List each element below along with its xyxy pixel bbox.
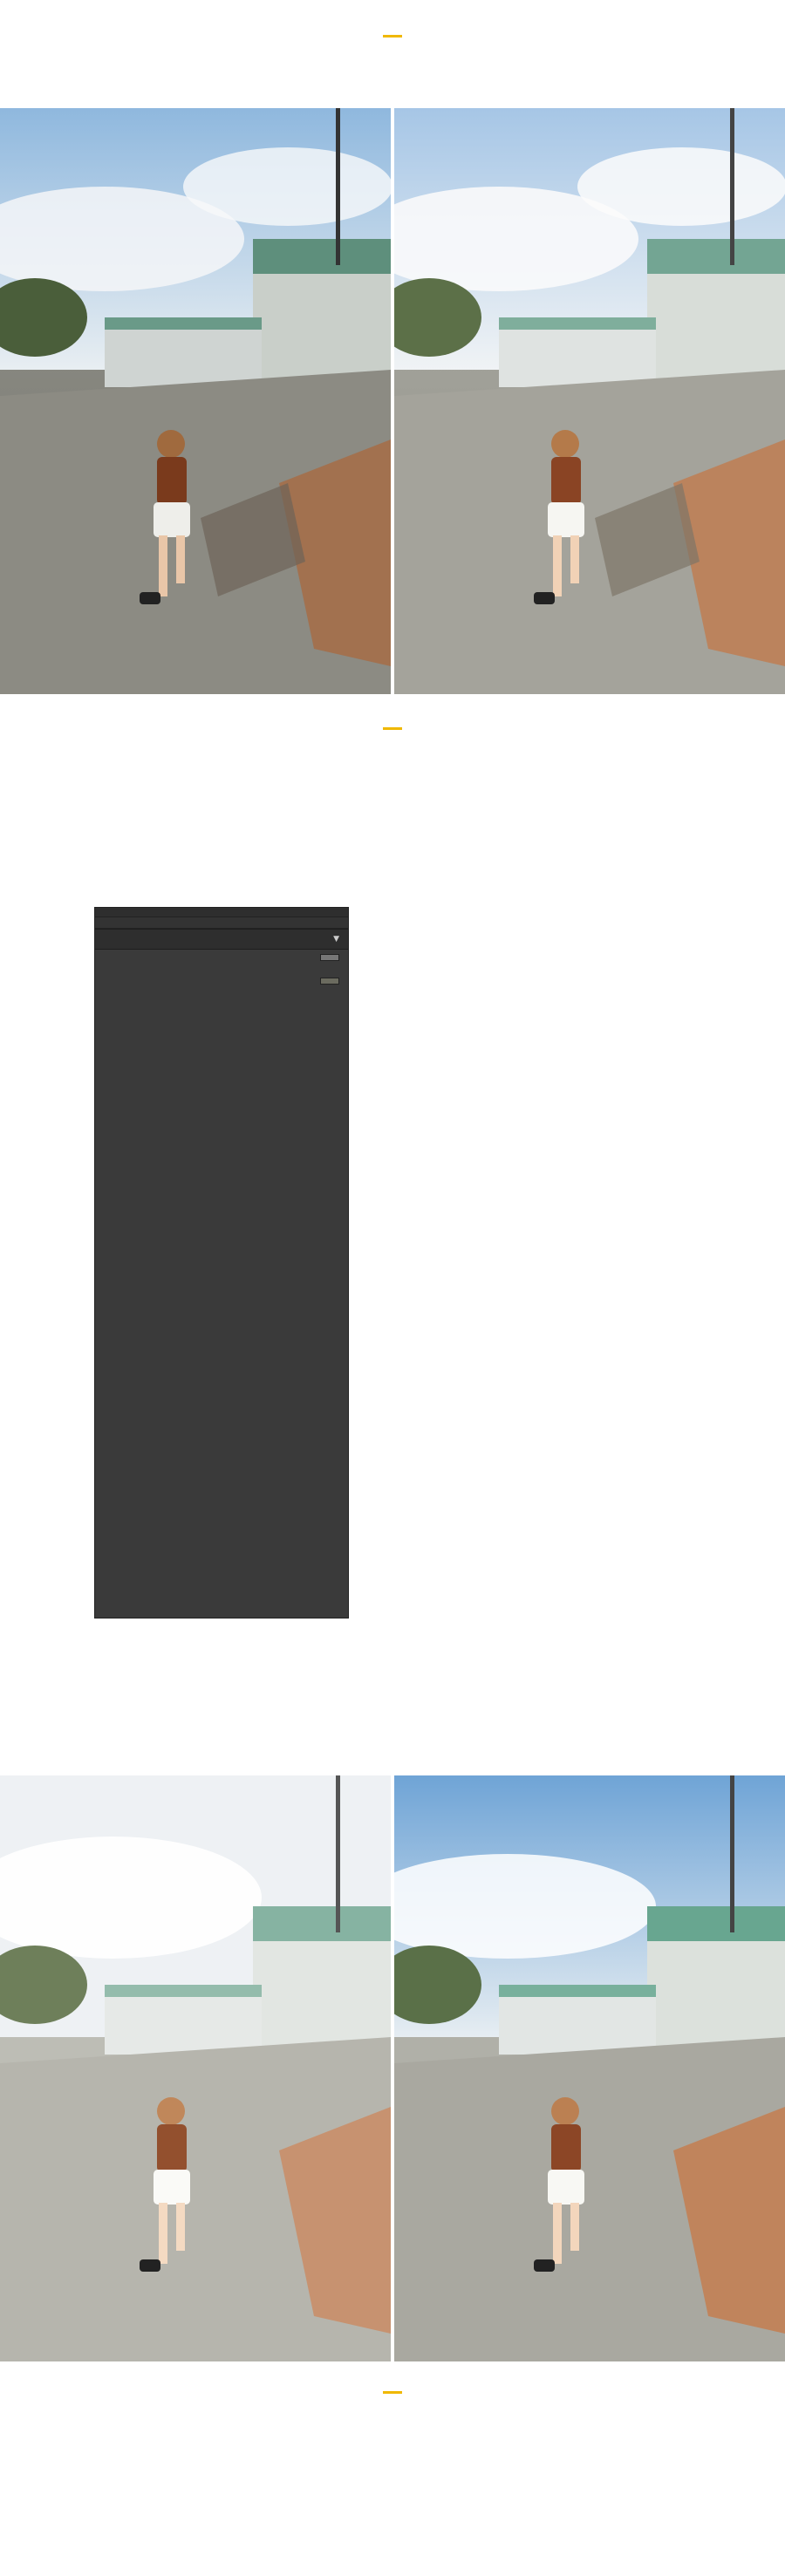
before-photo [0, 108, 391, 694]
header-accent-bar [383, 35, 402, 37]
header-accent-bar [383, 727, 402, 730]
section-header-3 [0, 2391, 785, 2402]
split-toning-shadows [95, 968, 348, 986]
photo-comparison-2 [0, 1775, 785, 2361]
before-photo [0, 1775, 391, 2361]
street-portrait-image [0, 108, 391, 694]
shadow-color-swatch[interactable] [320, 978, 339, 985]
section-header-1 [0, 35, 785, 46]
split-toning-header[interactable] [95, 929, 348, 950]
after-photo [394, 108, 785, 694]
split-toning-highlights [95, 950, 348, 963]
street-portrait-image [394, 108, 785, 694]
after-photo [394, 1775, 785, 2361]
site-watermark [776, 2, 780, 11]
highlight-color-swatch[interactable] [320, 954, 339, 961]
section-header-2 [0, 727, 785, 739]
collapse-triangle-icon[interactable]: ▼ [333, 935, 339, 944]
header-accent-bar [383, 2391, 402, 2394]
street-portrait-image [394, 1775, 785, 2361]
panel-header-tabs [95, 908, 348, 917]
photo-comparison-1 [0, 108, 785, 694]
lightroom-hsl-panel [94, 907, 349, 1619]
street-portrait-image [0, 1775, 391, 2361]
hsl-mode-tabs [95, 917, 348, 929]
